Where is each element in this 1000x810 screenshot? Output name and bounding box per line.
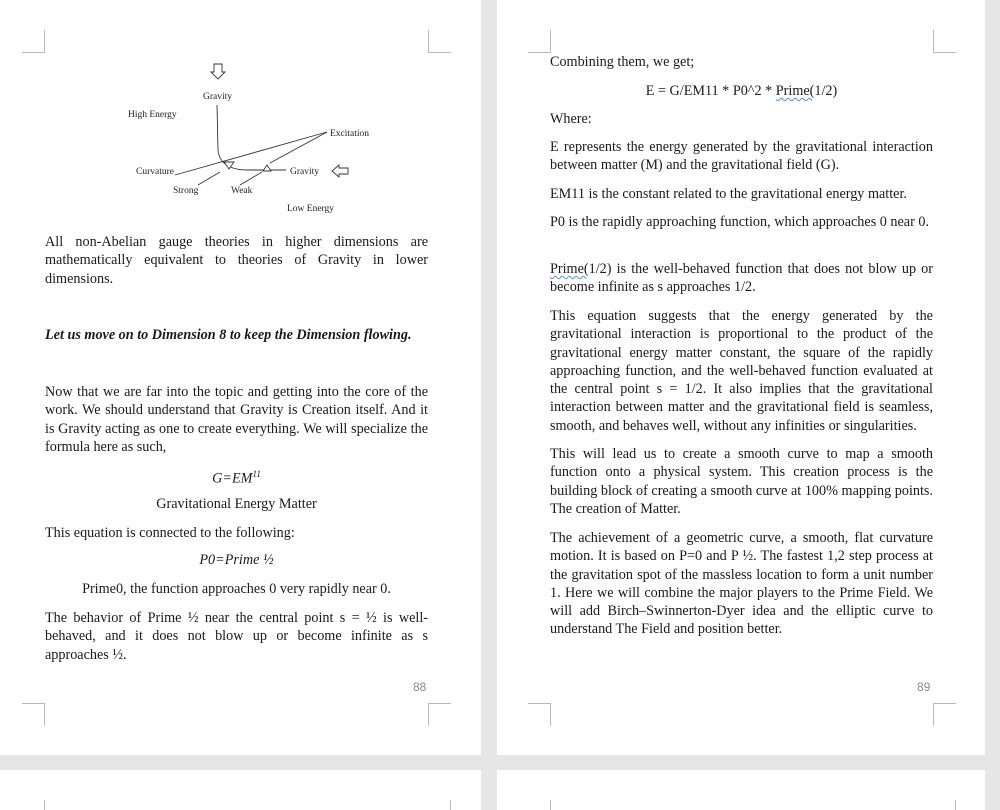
- spellcheck-flag-prime[interactable]: Prime(: [550, 261, 589, 277]
- equation-suffix: 1/2): [814, 83, 838, 99]
- paragraph-gauge-theories: All non-Abelian gauge theories in higher dimensions are mathematically equivalent to theories of Gravity in lower dimensions.: [45, 234, 428, 287]
- paragraph-prime0: Prime0, the function approaches 0 very rapidly near 0.: [82, 581, 391, 597]
- diagram-label-strong: Strong: [173, 186, 199, 196]
- page-number-89: 89: [917, 680, 931, 694]
- paragraph-geometric-curve: The achievement of a geometric curve, a smooth, flat curvature motion. It is based on P=0 and P ½. The fastest 1,2 step process at the gravitation spot of the massless location to form a unit number 1. Here we will combine the major players to the Prime Field. We will add Birch–Swinnerton-Dyer idea and the elliptic curve to understand The Field and position better.: [550, 530, 933, 638]
- margin-corner-top-left: [22, 30, 45, 53]
- margin-corner-top-left: [528, 30, 551, 53]
- paragraph-smooth-curve: This will lead us to create a smooth curve to map a smooth function onto a physical system. This creation process is the building block of creating a smooth curve at 100% mapping points. The creation of Matter.: [550, 446, 933, 517]
- formula-caption: Gravitational Energy Matter: [156, 496, 317, 512]
- page-90-partial: [0, 770, 481, 810]
- margin-corner-top-right: [933, 800, 956, 810]
- page-89: [497, 0, 985, 755]
- page-number-88: 88: [413, 680, 427, 694]
- paragraph-em11-definition: EM11 is the constant related to the gravitational energy matter.: [550, 186, 907, 202]
- diagram-label-excitation: Excitation: [330, 129, 370, 139]
- margin-corner-top-left: [22, 800, 45, 810]
- paragraph-e-definition: E represents the energy generated by the gravitational interaction between matter (M) and the gravitational field (G).: [550, 139, 933, 174]
- diagram-label-low-energy: Low Energy: [287, 204, 335, 214]
- margin-corner-bottom-left: [22, 703, 45, 726]
- margin-corner-top-right: [428, 800, 451, 810]
- excitation-line: [270, 132, 327, 163]
- diagram-label-gravity-top: Gravity: [203, 92, 233, 102]
- paragraph-connected: This equation is connected to the following:: [45, 525, 295, 541]
- section-heading-dimension-8: Let us move on to Dimension 8 to keep the Dimension flowing.: [45, 327, 412, 343]
- paragraph-gravity-creation: Now that we are far into the topic and getting into the core of the work. We should understand that Gravity is Creation itself. And it is Gravity acting as one to create everything. We will specialize the formula here as such,: [45, 384, 428, 455]
- arrow-down-outline-icon: [211, 64, 225, 79]
- margin-corner-bottom-left: [528, 703, 551, 726]
- strong-leader: [198, 172, 220, 185]
- page-88: [0, 0, 481, 755]
- formula-p0-prime: P0=Prime ½: [199, 552, 274, 568]
- paragraph-prime-definition: [550, 260, 933, 297]
- page-91-partial: [497, 770, 985, 810]
- prime-definition-text: 1/2) is the well-behaved function that does not blow up or become infinite as s approaches 1/2.: [550, 261, 933, 296]
- equation-energy: [550, 82, 933, 100]
- paragraph-prime-half-behavior: The behavior of Prime ½ near the central point s = ½ is well-behaved, and it does not blow up or become infinite as s approaches ½.: [45, 610, 428, 663]
- paragraph-where: Where:: [550, 111, 592, 127]
- formula-base: G=EM: [212, 470, 253, 487]
- margin-corner-bottom-right: [428, 703, 451, 726]
- formula-exponent: 11: [252, 469, 261, 479]
- triangle-up-marker: [263, 165, 271, 171]
- diagram-label-weak: Weak: [231, 186, 253, 196]
- weak-leader: [240, 172, 262, 185]
- diagram-label-curvature: Curvature: [136, 167, 174, 177]
- diagram-label-high-energy: High Energy: [128, 110, 177, 120]
- formula-g-em11: [45, 465, 428, 488]
- margin-corner-top-right: [933, 30, 956, 53]
- paragraph-equation-suggests: This equation suggests that the energy generated by the gravitational interaction is proportional to the product of the gravitational energy matter constant, the square of the rapidly approaching function, and the well-behaved function evaluated at the central point s = 1/2. It also implies that the gravitational interaction between matter and the gravitational field is seamless, smooth, and behaves well, without any infinities or singularities.: [550, 308, 933, 434]
- margin-corner-top-left: [528, 800, 551, 810]
- paragraph-combining: Combining them, we get;: [550, 54, 695, 70]
- margin-corner-top-right: [428, 30, 451, 53]
- spellcheck-flag-prime[interactable]: Prime(: [775, 83, 815, 99]
- arrow-left-outline-icon: [332, 165, 348, 177]
- equation-prefix: E = G/EM11 * P0^2 *: [645, 83, 776, 99]
- gravity-energy-diagram: [100, 55, 400, 225]
- paragraph-p0-definition: P0 is the rapidly approaching function, which approaches 0 near 0.: [550, 214, 930, 230]
- margin-corner-bottom-right: [933, 703, 956, 726]
- diagram-label-gravity-right: Gravity: [290, 167, 320, 177]
